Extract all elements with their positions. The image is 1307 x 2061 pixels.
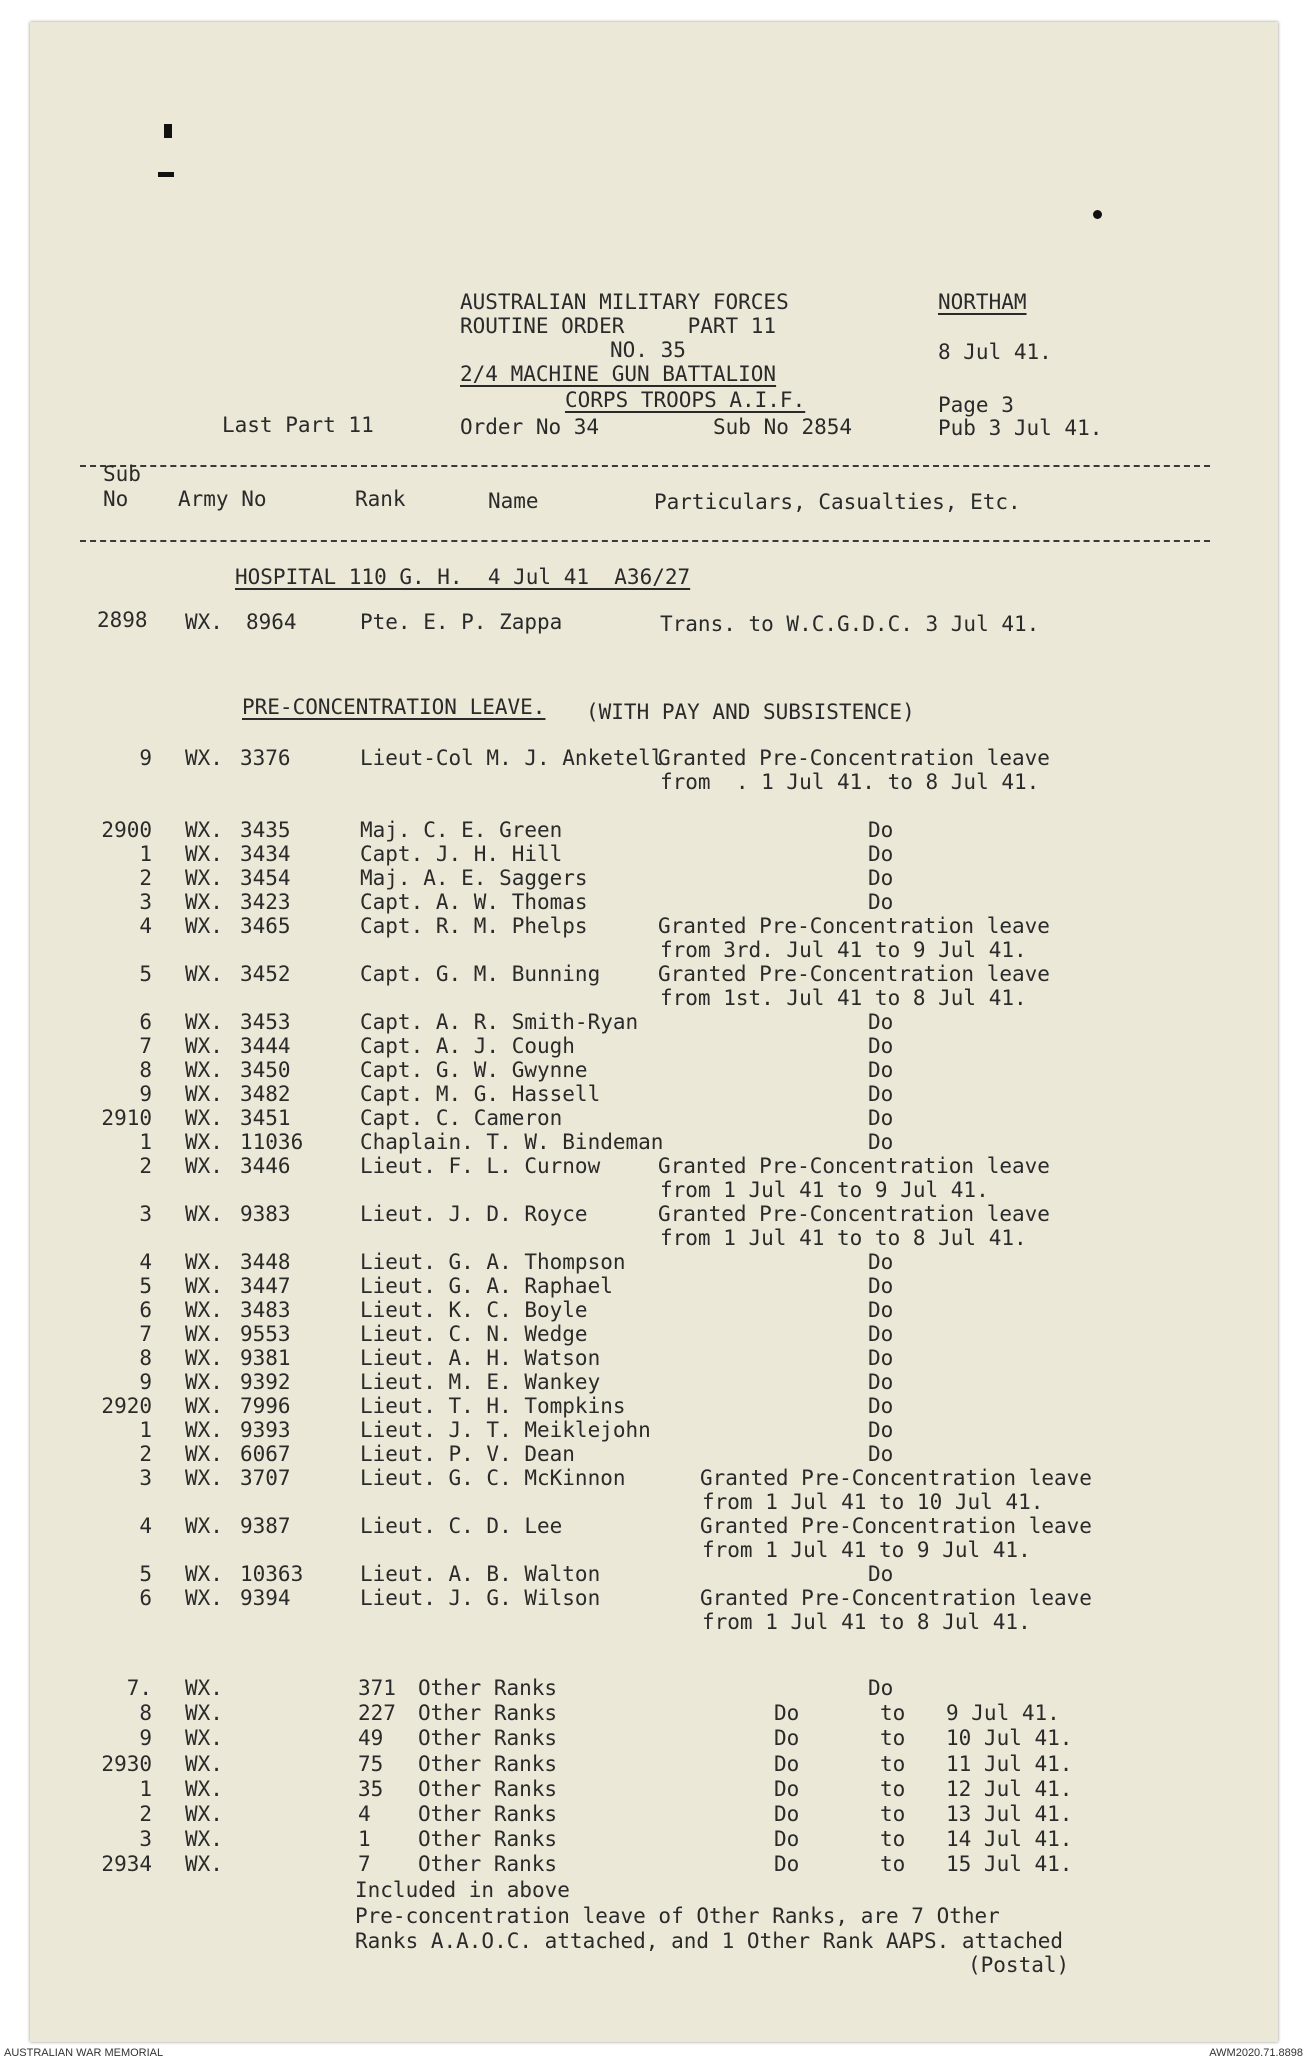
officer-name: Lieut. T. H. Tompkins [360, 1394, 626, 1418]
officer-particulars: Granted Pre-Concentration leave [658, 914, 1050, 938]
ranks-date: 13 Jul 41. [946, 1802, 1073, 1826]
ranks-do: Do [774, 1726, 800, 1750]
ranks-do: Do [774, 1701, 800, 1725]
officer-wx: WX. [185, 1586, 223, 1610]
officer-particulars: Do [868, 1298, 894, 1322]
ranks-do: Do [774, 1802, 800, 1826]
officer-sub: 8 [139, 1346, 152, 1370]
ranks-to: to [880, 1777, 906, 1801]
officer-particulars: Do [868, 866, 894, 890]
officer-sub: 2920 [101, 1394, 152, 1418]
officer-sub: 9 [139, 1082, 152, 1106]
leave-heading-note: (WITH PAY AND SUBSISTENCE) [586, 700, 915, 724]
ranks-date: 11 Jul 41. [946, 1752, 1073, 1776]
officer-wx: WX. [185, 866, 223, 890]
officer-army-no: 3376 [240, 746, 291, 770]
officer-army-no: 3446 [240, 1154, 291, 1178]
header-published: Pub 3 Jul 41. [938, 416, 1103, 440]
officer-particulars: Do [868, 1346, 894, 1370]
ranks-sub: 2930 [101, 1752, 152, 1776]
officer-wx: WX. [185, 890, 223, 914]
officer-sub: 2 [139, 866, 152, 890]
col-name: Name [488, 489, 539, 513]
officer-army-no: 3447 [240, 1274, 291, 1298]
header-location: NORTHAM [938, 290, 1027, 314]
officer-sub: 7 [139, 1034, 152, 1058]
ranks-count: 75 [358, 1752, 384, 1776]
officer-name: Lieut. C. N. Wedge [360, 1322, 588, 1346]
header-last-part: Last Part 11 [222, 413, 374, 437]
hospital-heading: HOSPITAL 110 G. H. 4 Jul 41 A36/27 [235, 565, 691, 589]
officer-wx: WX. [185, 1010, 223, 1034]
officer-army-no: 9383 [240, 1202, 291, 1226]
header-page: Page 3 [938, 393, 1014, 417]
ranks-label: Other Ranks [418, 1777, 558, 1801]
officer-particulars: Do [868, 1442, 894, 1466]
header-sub-no: Sub No 2854 [713, 415, 853, 439]
ranks-count: 49 [358, 1726, 384, 1750]
officer-name: Lieut-Col M. J. Anketell [360, 746, 664, 770]
officer-particulars-cont: from 1st. Jul 41 to 8 Jul 41. [660, 986, 1027, 1010]
officer-particulars: Granted Pre-Concentration leave [658, 1202, 1050, 1226]
officer-wx: WX. [185, 842, 223, 866]
officer-sub: 3 [139, 1466, 152, 1490]
officer-sub: 6 [139, 1298, 152, 1322]
officer-name: Lieut. A. B. Walton [360, 1562, 601, 1586]
officer-wx: WX. [185, 1346, 223, 1370]
ranks-wx: WX. [185, 1752, 223, 1776]
footer-reference: AWM2020.71.8898 [1209, 2047, 1303, 2059]
col-sub: Sub [103, 462, 141, 486]
ranks-count: 4 [358, 1802, 371, 1826]
ranks-do: Do [774, 1752, 800, 1776]
officer-particulars-cont: from 1 Jul 41 to to 8 Jul 41. [660, 1226, 1027, 1250]
officer-sub: 4 [139, 1250, 152, 1274]
ranks-to: to [880, 1802, 906, 1826]
officer-army-no: 9394 [240, 1586, 291, 1610]
officer-wx: WX. [185, 1442, 223, 1466]
col-rank: Rank [355, 487, 406, 511]
officer-name: Capt. J. H. Hill [360, 842, 563, 866]
officer-army-no: 9393 [240, 1418, 291, 1442]
officer-army-no: 3482 [240, 1082, 291, 1106]
officer-particulars: Do [868, 1034, 894, 1058]
ranks-label: Other Ranks [418, 1827, 558, 1851]
ranks-label: Other Ranks [418, 1852, 558, 1876]
officer-wx: WX. [185, 1274, 223, 1298]
officer-army-no: 3453 [240, 1010, 291, 1034]
hospital-particulars: Trans. to W.C.G.D.C. 3 Jul 41. [660, 612, 1040, 636]
officer-wx: WX. [185, 1298, 223, 1322]
officer-particulars: Do [868, 1418, 894, 1442]
officer-wx: WX. [185, 1058, 223, 1082]
header-corps: CORPS TROOPS A.I.F. [565, 388, 806, 412]
officer-army-no: 10363 [240, 1562, 304, 1586]
officer-name: Capt. G. M. Bunning [360, 962, 601, 986]
ranks-sub: 9 [139, 1726, 152, 1750]
note-line: Pre-concentration leave of Other Ranks, are 7 Other [355, 1904, 1000, 1928]
officer-name: Lieut. K. C. Boyle [360, 1298, 588, 1322]
officer-wx: WX. [185, 1514, 223, 1538]
officer-sub: 3 [139, 1202, 152, 1226]
ink-spot [1093, 210, 1102, 219]
footer-source: AUSTRALIAN WAR MEMORIAL [4, 2047, 164, 2059]
ranks-wx: WX. [185, 1726, 223, 1750]
ranks-date: 15 Jul 41. [946, 1852, 1073, 1876]
ranks-label: Other Ranks [418, 1701, 558, 1725]
officer-name: Lieut. J. T. Meiklejohn [360, 1418, 651, 1442]
officer-name: Lieut. C. D. Lee [360, 1514, 563, 1538]
hospital-sub: 2898 [97, 608, 148, 632]
officer-name: Chaplain. T. W. Bindeman [360, 1130, 664, 1154]
ranks-count: 371 [358, 1676, 396, 1700]
punch-mark-top [164, 124, 172, 138]
officer-particulars: Do [868, 1274, 894, 1298]
officer-particulars: Granted Pre-Concentration leave [700, 1514, 1092, 1538]
col-army-no: Army No [178, 487, 267, 511]
officer-particulars: Do [868, 1058, 894, 1082]
officer-name: Lieut. M. E. Wankey [360, 1370, 601, 1394]
officer-name: Maj. A. E. Saggers [360, 866, 588, 890]
officer-army-no: 9392 [240, 1370, 291, 1394]
officer-wx: WX. [185, 1082, 223, 1106]
ranks-count: 1 [358, 1827, 371, 1851]
officer-name: Lieut. P. V. Dean [360, 1442, 575, 1466]
officer-sub: 2 [139, 1154, 152, 1178]
ranks-sub: 2 [139, 1802, 152, 1826]
officer-particulars-cont: from 1 Jul 41 to 9 Jul 41. [660, 1178, 989, 1202]
officer-particulars: Do [868, 1562, 894, 1586]
officer-sub: 1 [139, 1130, 152, 1154]
officer-wx: WX. [185, 1202, 223, 1226]
officer-particulars-cont: from 1 Jul 41 to 8 Jul 41. [702, 1610, 1031, 1634]
officer-wx: WX. [185, 1130, 223, 1154]
officer-name: Lieut. J. G. Wilson [360, 1586, 601, 1610]
officer-army-no: 3465 [240, 914, 291, 938]
officer-wx: WX. [185, 1562, 223, 1586]
officer-particulars: Granted Pre-Concentration leave [658, 746, 1050, 770]
header-routine-order: ROUTINE ORDER PART 11 [460, 314, 777, 338]
officer-sub: 8 [139, 1058, 152, 1082]
ranks-to: to [880, 1701, 906, 1725]
officer-name: Maj. C. E. Green [360, 818, 563, 842]
officer-army-no: 3444 [240, 1034, 291, 1058]
officer-army-no: 3451 [240, 1106, 291, 1130]
officer-army-no: 6067 [240, 1442, 291, 1466]
officer-particulars: Granted Pre-Concentration leave [658, 1154, 1050, 1178]
officer-sub: 2910 [101, 1106, 152, 1130]
officer-sub: 4 [139, 1514, 152, 1538]
leave-heading: PRE-CONCENTRATION LEAVE. [242, 695, 546, 719]
officer-name: Capt. A. W. Thomas [360, 890, 588, 914]
officer-particulars: Do [868, 1010, 894, 1034]
officer-sub: 7 [139, 1322, 152, 1346]
officer-sub: 9 [139, 1370, 152, 1394]
ranks-to: to [880, 1752, 906, 1776]
officer-wx: WX. [185, 1394, 223, 1418]
officer-sub: 5 [139, 1562, 152, 1586]
officer-sub: 6 [139, 1586, 152, 1610]
ranks-wx: WX. [185, 1676, 223, 1700]
officer-name: Capt. G. W. Gwynne [360, 1058, 588, 1082]
officer-sub: 2 [139, 1442, 152, 1466]
officer-wx: WX. [185, 1322, 223, 1346]
officer-army-no: 9381 [240, 1346, 291, 1370]
ranks-date: 9 Jul 41. [946, 1701, 1060, 1725]
officer-wx: WX. [185, 746, 223, 770]
ranks-do: Do [774, 1777, 800, 1801]
officer-name: Lieut. J. D. Royce [360, 1202, 588, 1226]
col-particulars: Particulars, Casualties, Etc. [654, 490, 1021, 514]
ranks-sub: 3 [139, 1827, 152, 1851]
officer-wx: WX. [185, 962, 223, 986]
officer-particulars: Granted Pre-Concentration leave [700, 1586, 1092, 1610]
header-number: NO. 35 [610, 338, 686, 362]
ranks-sub: 7. [126, 1676, 152, 1700]
header-forces: AUSTRALIAN MILITARY FORCES [460, 290, 789, 314]
officer-wx: WX. [185, 1418, 223, 1442]
officer-particulars: Do [868, 1370, 894, 1394]
officer-particulars: Do [868, 1394, 894, 1418]
officer-particulars: Granted Pre-Concentration leave [700, 1466, 1092, 1490]
officer-army-no: 7996 [240, 1394, 291, 1418]
officer-sub: 9 [139, 746, 152, 770]
note-line: Included in above [355, 1878, 570, 1902]
ranks-label: Other Ranks [418, 1676, 558, 1700]
hospital-wx: WX. [185, 610, 223, 634]
officer-sub: 5 [139, 962, 152, 986]
hospital-name: Pte. E. P. Zappa [360, 610, 563, 634]
ranks-sub: 8 [139, 1701, 152, 1725]
officer-army-no: 3423 [240, 890, 291, 914]
ranks-count: 227 [358, 1701, 396, 1725]
ranks-wx: WX. [185, 1777, 223, 1801]
ranks-wx: WX. [185, 1827, 223, 1851]
ranks-do: Do [774, 1827, 800, 1851]
ranks-label: Other Ranks [418, 1726, 558, 1750]
officer-particulars: Granted Pre-Concentration leave [658, 962, 1050, 986]
ranks-sub: 2934 [101, 1852, 152, 1876]
officer-wx: WX. [185, 1466, 223, 1490]
officer-name: Lieut. G. A. Raphael [360, 1274, 613, 1298]
officer-sub: 1 [139, 842, 152, 866]
officer-name: Lieut. A. H. Watson [360, 1346, 601, 1370]
officer-name: Capt. C. Cameron [360, 1106, 563, 1130]
officer-particulars: Do [868, 890, 894, 914]
officer-name: Capt. A. R. Smith-Ryan [360, 1010, 639, 1034]
officer-wx: WX. [185, 1250, 223, 1274]
officer-particulars: Do [868, 1082, 894, 1106]
officer-particulars: Do [868, 1106, 894, 1130]
officer-name: Lieut. G. A. Thompson [360, 1250, 626, 1274]
officer-sub: 3 [139, 890, 152, 914]
ranks-count: 35 [358, 1777, 384, 1801]
hospital-army: 8964 [246, 610, 297, 634]
officer-wx: WX. [185, 818, 223, 842]
col-no: No [103, 487, 129, 511]
officer-wx: WX. [185, 1106, 223, 1130]
officer-sub: 5 [139, 1274, 152, 1298]
officer-name: Capt. R. M. Phelps [360, 914, 588, 938]
officer-particulars: Do [868, 1250, 894, 1274]
officer-wx: WX. [185, 914, 223, 938]
dashed-rule-top [80, 465, 1210, 467]
ranks-to: to [880, 1827, 906, 1851]
officer-name: Capt. M. G. Hassell [360, 1082, 601, 1106]
officer-name: Lieut. G. C. McKinnon [360, 1466, 626, 1490]
officer-particulars: Do [868, 842, 894, 866]
officer-particulars-cont: from . 1 Jul 41. to 8 Jul 41. [660, 770, 1040, 794]
ranks-date: 12 Jul 41. [946, 1777, 1073, 1801]
officer-particulars: Do [868, 1322, 894, 1346]
officer-army-no: 3448 [240, 1250, 291, 1274]
officer-wx: WX. [185, 1154, 223, 1178]
officer-sub: 6 [139, 1010, 152, 1034]
header-order-no: Order No 34 [460, 415, 600, 439]
officer-particulars-cont: from 3rd. Jul 41 to 9 Jul 41. [660, 938, 1027, 962]
officer-sub: 2900 [101, 818, 152, 842]
note-line: (Postal) [968, 1953, 1070, 1977]
officer-army-no: 9387 [240, 1514, 291, 1538]
ranks-to: to [880, 1852, 906, 1876]
ranks-label: Other Ranks [418, 1802, 558, 1826]
officer-army-no: 3483 [240, 1298, 291, 1322]
ranks-date: 14 Jul 41. [946, 1827, 1073, 1851]
officer-name: Capt. A. J. Cough [360, 1034, 575, 1058]
ranks-to: to [880, 1726, 906, 1750]
ranks-wx: WX. [185, 1852, 223, 1876]
ranks-wx: WX. [185, 1701, 223, 1725]
officer-army-no: 3434 [240, 842, 291, 866]
officer-wx: WX. [185, 1370, 223, 1394]
officer-particulars-cont: from 1 Jul 41 to 9 Jul 41. [702, 1538, 1031, 1562]
officer-sub: 1 [139, 1418, 152, 1442]
note-line: Ranks A.A.O.C. attached, and 1 Other Rank AAPS. attached [355, 1929, 1064, 1953]
header-battalion: 2/4 MACHINE GUN BATTALION [460, 362, 777, 386]
ranks-do: Do [774, 1852, 800, 1876]
officer-wx: WX. [185, 1034, 223, 1058]
header-date: 8 Jul 41. [938, 340, 1052, 364]
officer-particulars: Do [868, 818, 894, 842]
officer-army-no: 9553 [240, 1322, 291, 1346]
officer-particulars-cont: from 1 Jul 41 to 10 Jul 41. [702, 1490, 1044, 1514]
officer-army-no: 3450 [240, 1058, 291, 1082]
officer-army-no: 3452 [240, 962, 291, 986]
officer-army-no: 3435 [240, 818, 291, 842]
ranks-do: Do [868, 1676, 894, 1700]
ranks-label: Other Ranks [418, 1752, 558, 1776]
officer-army-no: 11036 [240, 1130, 304, 1154]
ranks-count: 7 [358, 1852, 371, 1876]
ranks-wx: WX. [185, 1802, 223, 1826]
officer-army-no: 3454 [240, 866, 291, 890]
officer-name: Lieut. F. L. Curnow [360, 1154, 601, 1178]
officer-particulars: Do [868, 1130, 894, 1154]
punch-mark-bottom [158, 172, 174, 177]
ranks-sub: 1 [139, 1777, 152, 1801]
officer-sub: 4 [139, 914, 152, 938]
ranks-date: 10 Jul 41. [946, 1726, 1073, 1750]
officer-army-no: 3707 [240, 1466, 291, 1490]
dashed-rule-bottom [80, 540, 1210, 542]
